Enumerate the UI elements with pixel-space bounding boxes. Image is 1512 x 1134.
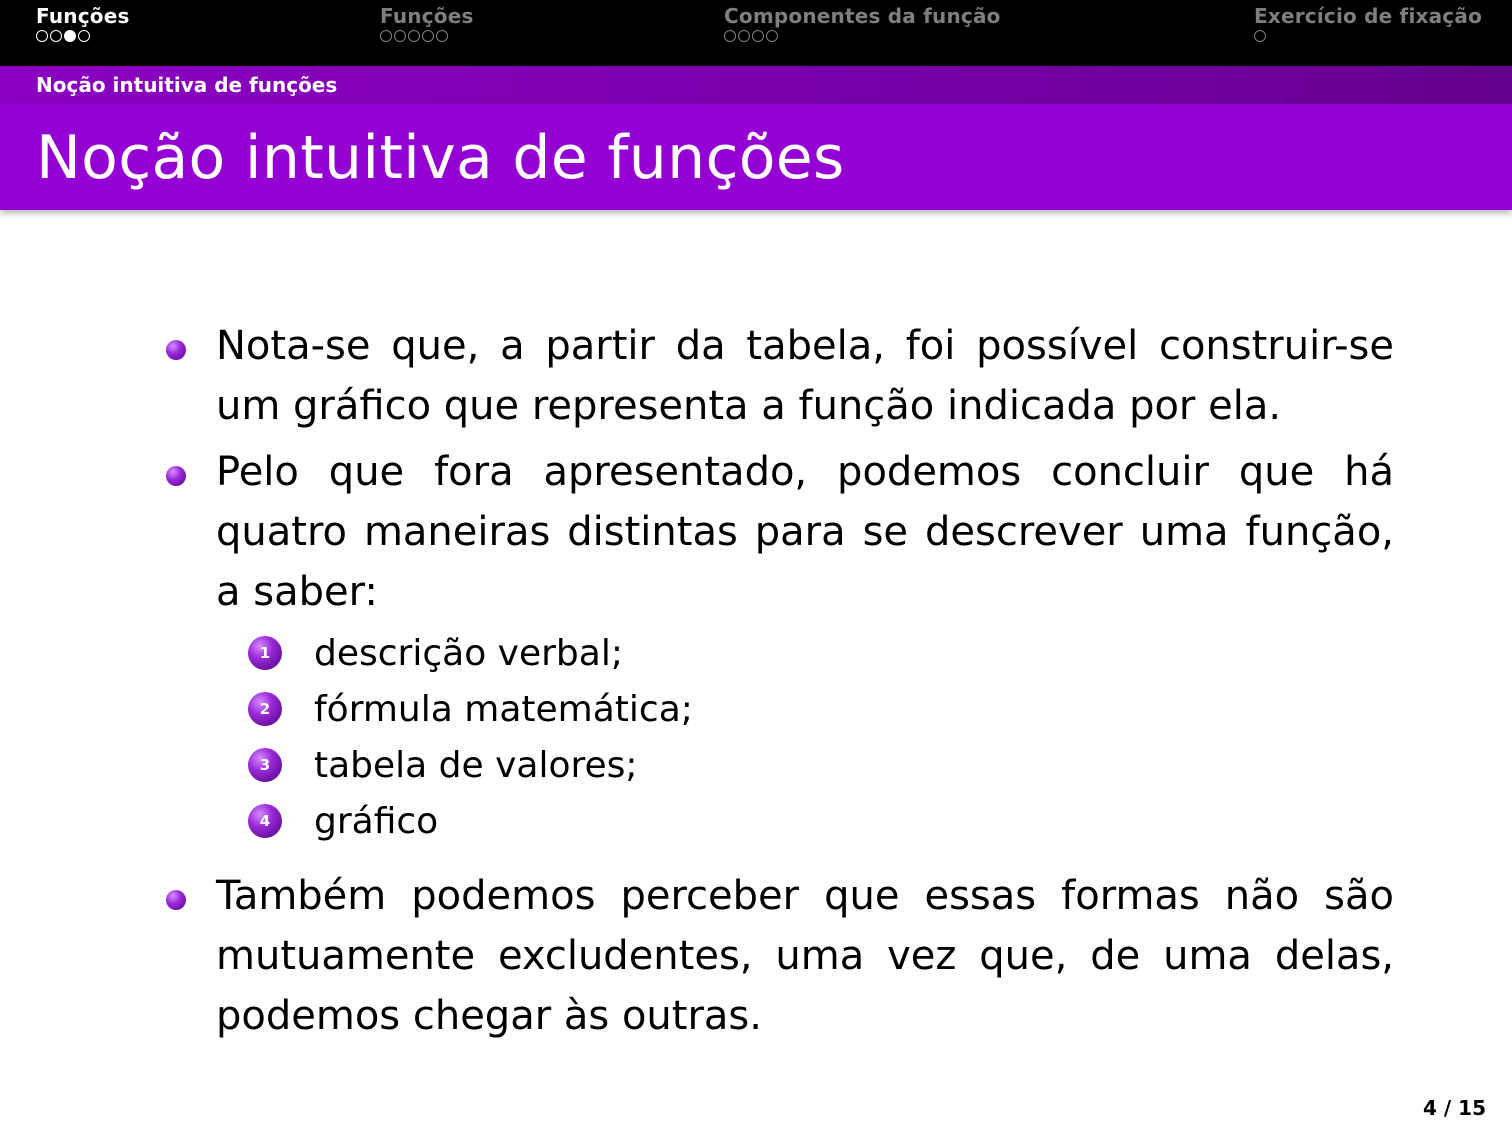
enumerated-item	[166, 626, 1394, 682]
section-navigation-bar	[0, 0, 1512, 66]
bullet-ball-icon	[166, 340, 186, 360]
enumerated-item	[166, 738, 1394, 794]
frame-dot-icon[interactable]	[36, 30, 48, 42]
subsection-bar	[0, 66, 1512, 104]
nav-section-title[interactable]: Funções	[36, 4, 130, 28]
frame-dot-icon[interactable]	[724, 30, 736, 42]
number-ball-icon: 2	[248, 692, 282, 726]
enumerated-item	[166, 682, 1394, 738]
frame-title: Noção intuitiva de funções	[36, 123, 845, 193]
enumerated-item-text: gráfico	[314, 801, 439, 842]
frame-dot-icon[interactable]	[738, 30, 750, 42]
subsection-title[interactable]: Noção intuitiva de funções	[36, 73, 338, 97]
nav-frame-dots	[380, 29, 474, 43]
bullet-ball-icon	[166, 890, 186, 910]
frame-dot-icon[interactable]	[50, 30, 62, 42]
nav-section-title[interactable]: Componentes da função	[724, 4, 1001, 28]
nav-section-title[interactable]: Exercício de fixação	[1254, 4, 1483, 28]
enumerated-list	[166, 626, 1394, 850]
enumerated-item-text: tabela de valores;	[314, 745, 638, 786]
nav-frame-dots	[1254, 29, 1482, 43]
nav-section-title[interactable]: Funções	[380, 4, 474, 28]
enumerated-item-text: descrição verbal;	[314, 633, 623, 674]
bullet-item	[166, 316, 1394, 436]
frame-dot-icon[interactable]	[766, 30, 778, 42]
bullet-item	[166, 442, 1394, 622]
bullet-text: Nota-se que, a partir da tabela, foi possível construir-se um gráfico que representa a função indicada por ela.	[216, 323, 1394, 429]
page-number: 4 / 15	[1423, 1096, 1486, 1120]
nav-section-exercicio[interactable]	[1254, 4, 1482, 43]
number-ball-icon: 3	[248, 748, 282, 782]
nav-frame-dots	[724, 29, 1001, 43]
nav-section-funcoes-1[interactable]	[36, 4, 130, 43]
enumerated-item	[166, 794, 1394, 850]
frame-dot-icon[interactable]	[78, 30, 90, 42]
nav-section-funcoes-2[interactable]	[380, 4, 474, 43]
number-ball-icon: 1	[248, 636, 282, 670]
frame-dot-icon[interactable]	[752, 30, 764, 42]
slide-content	[166, 316, 1394, 1046]
frame-title-bar	[0, 104, 1512, 210]
nav-frame-dots	[36, 29, 130, 43]
enumerated-item-text: fórmula matemática;	[314, 689, 693, 730]
bullet-text: Também podemos perceber que essas formas não são mutuamente excludentes, uma vez que, de uma delas, podemos chegar às outras.	[216, 873, 1394, 1039]
nav-section-componentes[interactable]	[724, 4, 1001, 43]
current-frame-dot-icon[interactable]	[64, 30, 76, 42]
bullet-ball-icon	[166, 466, 186, 486]
frame-dot-icon[interactable]	[408, 30, 420, 42]
frame-dot-icon[interactable]	[422, 30, 434, 42]
bullet-text: Pelo que fora apresentado, podemos concluir que há quatro maneiras distintas para se descrever uma função, a saber:	[216, 449, 1394, 615]
frame-dot-icon[interactable]	[380, 30, 392, 42]
frame-dot-icon[interactable]	[1254, 30, 1266, 42]
number-ball-icon: 4	[248, 804, 282, 838]
frame-dot-icon[interactable]	[394, 30, 406, 42]
frame-dot-icon[interactable]	[436, 30, 448, 42]
bullet-item	[166, 866, 1394, 1046]
